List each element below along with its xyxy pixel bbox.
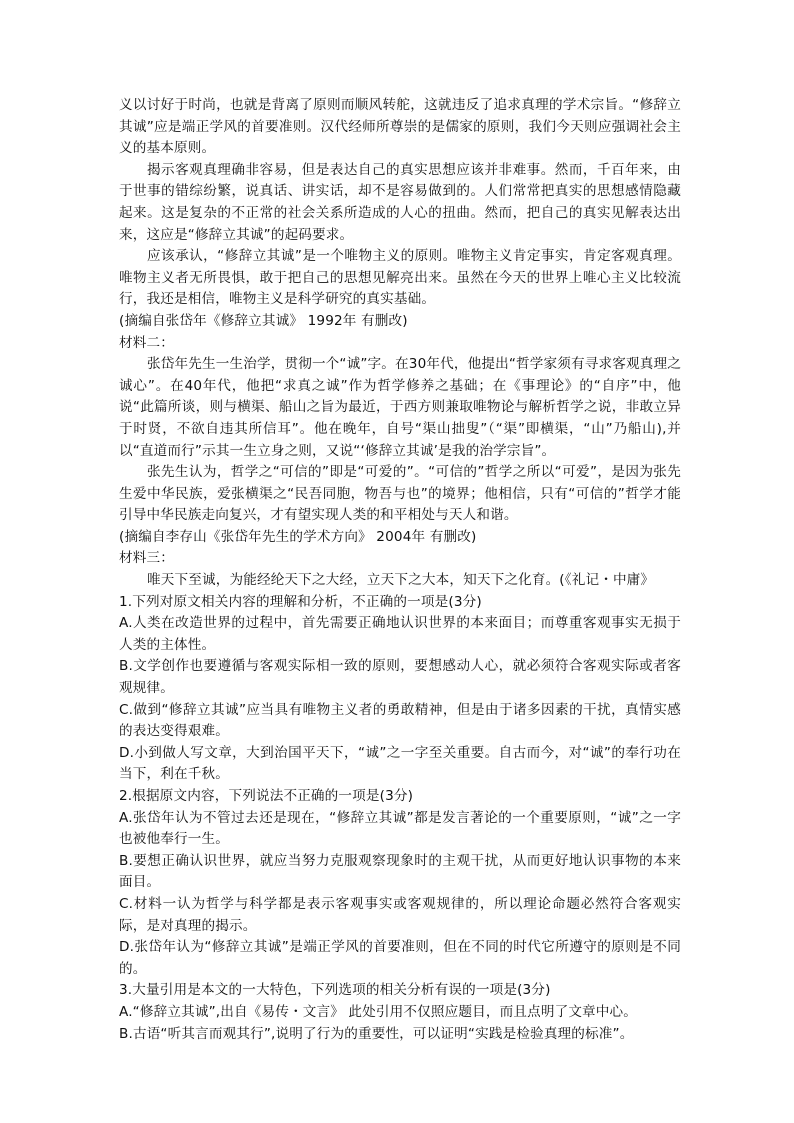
question-1-option-b: B.文学创作也要遵循与客观实际相一致的原则，要想感动人心，就必须符合客观实际或者客观规律。 (119, 658, 681, 697)
question-1-option-d: D.小到做人写文章，大到治国平天下，“诚”之一字至关重要。自古而今，对“诚”的奉行功在当下，利在千秋。 (119, 744, 681, 783)
question-2-option-c: C.材料一认为哲学与科学都是表示客观事实或客观规律的，所以理论命题必然符合客观实际，是对真理的揭示。 (119, 895, 681, 934)
question-3-option-a: A.“修辞立其诚”,出自《易传・文言》 此处引用不仅照应题目，而且点明了文章中心。 (119, 1003, 638, 1020)
question-1-option-a: A.人类在改造世界的过程中，首先需要正确地认识世界的本来面目；而尊重客观事实无损于人类的主体性。 (119, 615, 681, 653)
paragraph-p6: 张岱年先生一生治学，贯彻一个“诚”字。在30年代，他提出“哲学家须有寻求客观真理之诚心”。在40年代，他把“求真之诚”作为哲学修养之基础；在《事理论》的“自序”中，他说“此篇所谈，则与横渠、船山之旨为最近，于西方则兼取唯物论与解析哲学之说，非敢立异于时贤，不欲自违其所信耳”。他在晚年，自号“渠山拙叟”（“渠”即横渠，“山”乃船山),并以“直道而行”示其一生立身之则，又说“‘修辞立其诚’是我的治学宗旨”。 (119, 356, 682, 459)
question-2: 2.根据原文内容，下列说法不正确的一项是(3分) (119, 788, 414, 804)
paragraph-p7: 张先生认为，哲学之“可信的”即是“可爱的”。“可信的”哲学之所以“可爱”，是因为张先生爱中华民族，爱张横渠之“民吾同胞，物吾与也”的境界；他相信，只有“可信的”哲学才能引导中华民族走向复兴，才有望实现人类的和平相处与天人和谐。 (119, 464, 681, 524)
question-3-option-b: B.古语“听其言而观其行”,说明了行为的重要性，可以证明“实践是检验真理的标准”。 (119, 1025, 634, 1042)
document-page (119, 95, 681, 1045)
question-1-option-c: C.做到“修辞立其诚”应当具有唯物主义者的勇敢精神，但是由于诸多因素的干扰，真情实感的表达变得艰难。 (119, 701, 681, 740)
question-2-option-b: B.要想正确认识世界，就应当努力克服观察现象时的主观干扰，从而更好地认识事物的本来面目。 (119, 852, 681, 891)
material-heading-2: 材料二： (119, 334, 174, 351)
question-2-option-a: A.张岱年认为不管过去还是现在，“修辞立其诚”都是发言著论的一个重要原则，“诚”之一字也被他奉行一生。 (119, 809, 681, 848)
paragraph-p3: 应该承认，“修辞立其诚”是一个唯物主义的原则。唯物主义肯定事实，肯定客观真理。唯物主义者无所畏惧，敢于把自己的思想见解亮出来。虽然在今天的世界上唯心主义比较流行，我还是相信，唯物主义是科学研究的真实基础。 (119, 248, 681, 308)
paragraph-p2: 揭示客观真理确非容易，但是表达自己的真实思想应该并非难事。然而，千百年来，由于世事的错综纷繁，说真话、讲实话，却不是容易做到的。人们常常把真实的思想感情隐藏起来。这是复杂的不正常的社会关系所造成的人心的扭曲。然而，把自己的真实见解表达出来，这应是“修辞立其诚”的起码要求。 (119, 161, 681, 243)
question-3: 3.大量引用是本文的一大特色，下列选项的相关分析有误的一项是(3分) (119, 982, 551, 999)
paragraph-p10: 唯天下至诚，为能经纶天下之大经，立天下之大本，知天下之化育。(《礼记・中庸》 (147, 572, 655, 589)
question-2-option-d: D.张岱年认为“修辞立其诚”是端正学风的首要准则，但在不同的时代它所遵守的原则是不同的。 (119, 939, 681, 977)
paragraph-p1: 义以讨好于时尚，也就是背离了原则而顺风转舵，这就违反了追求真理的学术宗旨。“修辞立其诚”应是端正学风的首要准则。汉代经师所尊崇的是儒家的原则，我们今天则应强调社会主义的基本原则。 (119, 97, 681, 157)
source-note-1: (摘编自张岱年《修辞立其诚》 1992年 有删改) (119, 312, 408, 329)
material-heading-3: 材料三： (119, 550, 174, 567)
source-note-2: (摘编自李存山《张岱年先生的学术方向》 2004年 有删改) (119, 528, 477, 545)
question-1: 1.下列对原文相关内容的理解和分析，不正确的一项是(3分) (119, 593, 482, 610)
